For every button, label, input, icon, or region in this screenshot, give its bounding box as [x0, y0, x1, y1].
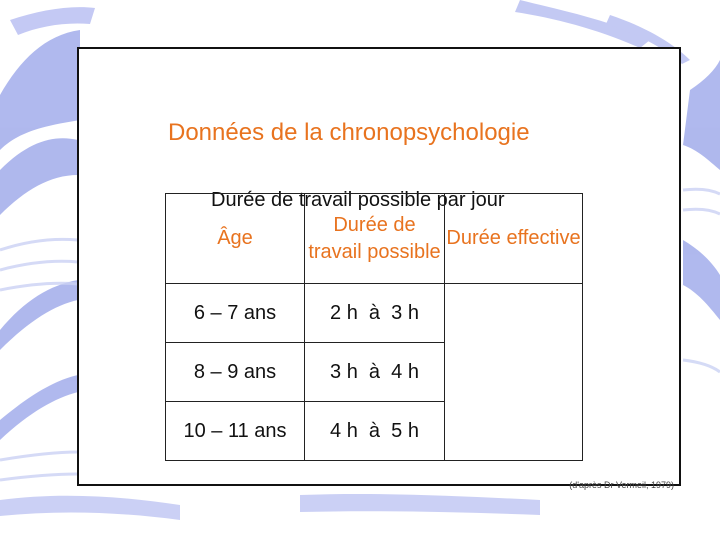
table-header-row: [166, 194, 583, 284]
cell-age: 8 – 9 ans: [166, 343, 305, 402]
source-citation: (d'après Dr Vermeil, 1979): [569, 480, 674, 490]
data-table: [165, 193, 583, 461]
header-duree-effective: Durée effective: [445, 194, 583, 284]
slide-title: Données de la chronopsychologie: [168, 119, 530, 146]
slide-frame: [77, 47, 681, 490]
cell-duree: 2 h à 3 h: [305, 284, 445, 343]
slide-subtitle: Durée de travail possible par jour: [211, 189, 505, 211]
header-duree-possible: Durée de travail possible: [305, 194, 445, 284]
cell-duree: 4 h à 5 h: [305, 402, 445, 461]
header-age: Âge: [166, 194, 305, 284]
cell-age: 6 – 7 ans: [166, 284, 305, 343]
cell-duree: 3 h à 4 h: [305, 343, 445, 402]
cell-effective: [445, 284, 583, 461]
cell-age: 10 – 11 ans: [166, 402, 305, 461]
table-row: [166, 284, 583, 343]
